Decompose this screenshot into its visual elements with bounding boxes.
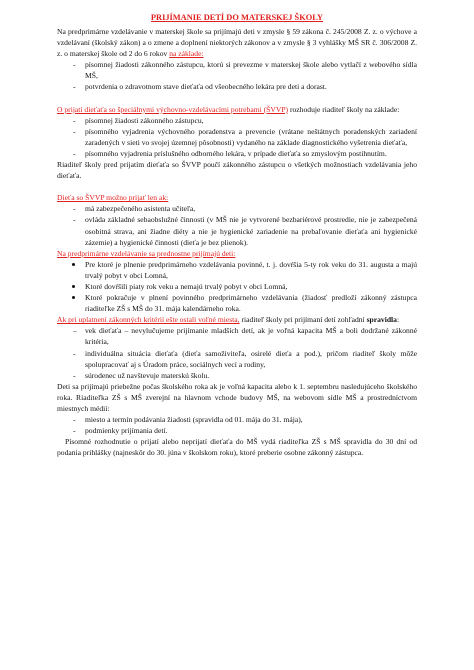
decision-paragraph: Písomné rozhodnutie o prijatí alebo neprijatí dieťaťa do MŠ vydá riaditeľka ZŠ s MŠ spravidla do 30 dní od podania prihlášky (najneskôr do 30. júna v školskom roku), ktoré preberie osobne zákonný zástupca. (57, 437, 417, 458)
list-item: – vek dieťaťa – nevylučujeme prijímanie mladších detí, ak je voľná kapacita MŠ a boli dodržané zákonné kritéria, (85, 325, 417, 347)
criteria-bold-text: spravidla (366, 315, 397, 325)
list-item: - má zabezpečeného asistenta učiteľa, (85, 203, 417, 214)
list-item: - súrodenec už navštevuje materskú školu. (85, 370, 417, 381)
intro-list (57, 59, 417, 92)
page-title: PRIJÍMANIE DETÍ DO MATERSKEJ ŠKOLY (150, 13, 324, 22)
svvp-condition-list (57, 203, 417, 247)
criteria-list (57, 325, 417, 380)
svvp-list (57, 115, 417, 159)
list-item: - ovláda základné sebaobslužné činnosti (v MŠ nie je vytvorené bezbariérové prostredie, nie je zabezpečená osobitná strava, ani žiadne diéty a nie je hygienické zariadenie na prebaľovanie dieťaťa ani hygienické zázemie) a hygienické činnosti (dieťa je bez plienok). (85, 214, 417, 247)
svvp-text: rozhoduje riaditeľ školy na základe: (288, 104, 400, 114)
svvp-note: Riaditeľ školy pred prijatím dieťaťa so ŠVVP poučí zákonného zástupcu o všetkých možnostiach vzdelávania jeho dieťaťa. (57, 160, 417, 181)
list-item: - písomného vyjadrenia príslušného odborného lekára, v prípade dieťaťa so zmyslovým postihnutím. (85, 148, 417, 159)
continuous-list (57, 414, 417, 436)
list-item: - individuálna situácia dieťaťa (dieťa samoživiteľa, osirelé dieťa a pod.), pričom riaditeľ školy môže spolupracovať aj s Úradom práce, sociálnych vecí a rodiny, (85, 348, 417, 370)
intro-paragraph (57, 26, 417, 59)
svvp-condition-heading: Dieťa so ŠVVP možno prijať len ak: (57, 193, 169, 203)
priority-list (57, 259, 417, 314)
criteria-red-text: Ak pri uplatnení zákonných kritérií ešte ostali voľné miesta, (57, 315, 240, 325)
list-item: - písomnej žiadosti zákonného zástupcu, ktorú si prevezme v materskej škole alebo vytlačí z webového sídla MŠ, (85, 59, 417, 81)
list-item: Pre ktoré je plnenie predprimárneho vzdelávania povinné, t. j. dovŕšia 5-ty rok veku do 31. augusta a majú trvalý pobyt v obci Lomná, (85, 259, 417, 280)
list-item: Ktoré pokračuje v plnení povinného predprimárneho vzdelávania (žiadosť predloží zákonný zástupca riaditeľke ZŠ s MŠ do 31. mája kalendárneho roka. (85, 293, 417, 314)
intro-text: Na predprimárne vzdelávanie v materskej škole sa prijímajú deti v zmysle § 59 zákona č. 245/2008 Z. z. o výchove a vzdelávaní (školský zákon) a o zmene a doplnení niektorých zákonov a v zmysle § 3 vyhlášky MŠ SR č. 306/2008 Z. z. o materskej škole od 2 do 6 rokov (57, 27, 417, 59)
criteria-colon: : (396, 315, 400, 325)
list-item: - podmienky prijímania detí. (85, 425, 417, 436)
criteria-paragraph (57, 314, 417, 325)
continuous-paragraph: Deti sa prijímajú priebežne počas školského roka ak je voľná kapacita alebo k 1. septembru nasledujúceho školského roka. Riaditeľka ZŠ s MŠ zverejní na hlavnom vchode budovy MŠ, na webovom sídle MŠ a prostredníctvom miestnych médií: (57, 381, 417, 413)
list-item: - miesto a termín podávania žiadosti (spravidla od 01. mája do 31. mája), (85, 414, 417, 425)
svvp-red-text: O prijatí dieťaťa so špeciálnymi výchovno-vzdelávacími potrebami (ŠVVP) (57, 104, 289, 114)
list-item: - písomného vyjadrenia výchovného poradenstva a prevencie (vrátane neštátnych poradenských zariadení zaradených v sieti vo svojej územnej pôsobnosti) vydaného na základe diagnostického vyšetrenia dieťaťa, (85, 126, 417, 148)
list-item: - potvrdenia o zdravotnom stave dieťaťa od všeobecného lekára pre deti a dorast. (85, 81, 417, 92)
svvp-paragraph (57, 104, 417, 115)
criteria-text: riaditeľ školy pri prijímaní detí zohľadní (239, 315, 367, 325)
priority-heading: Na predprimárne vzdelávanie sa prednostne prijímajú deti: (57, 248, 236, 258)
list-item: - písomnej žiadosti zákonného zástupcu, (85, 115, 417, 126)
list-item: Ktoré dovŕšili piaty rok veku a nemajú trvalý pobyt v obci Lomná, (85, 281, 417, 292)
intro-red-text: na základe: (169, 49, 204, 59)
